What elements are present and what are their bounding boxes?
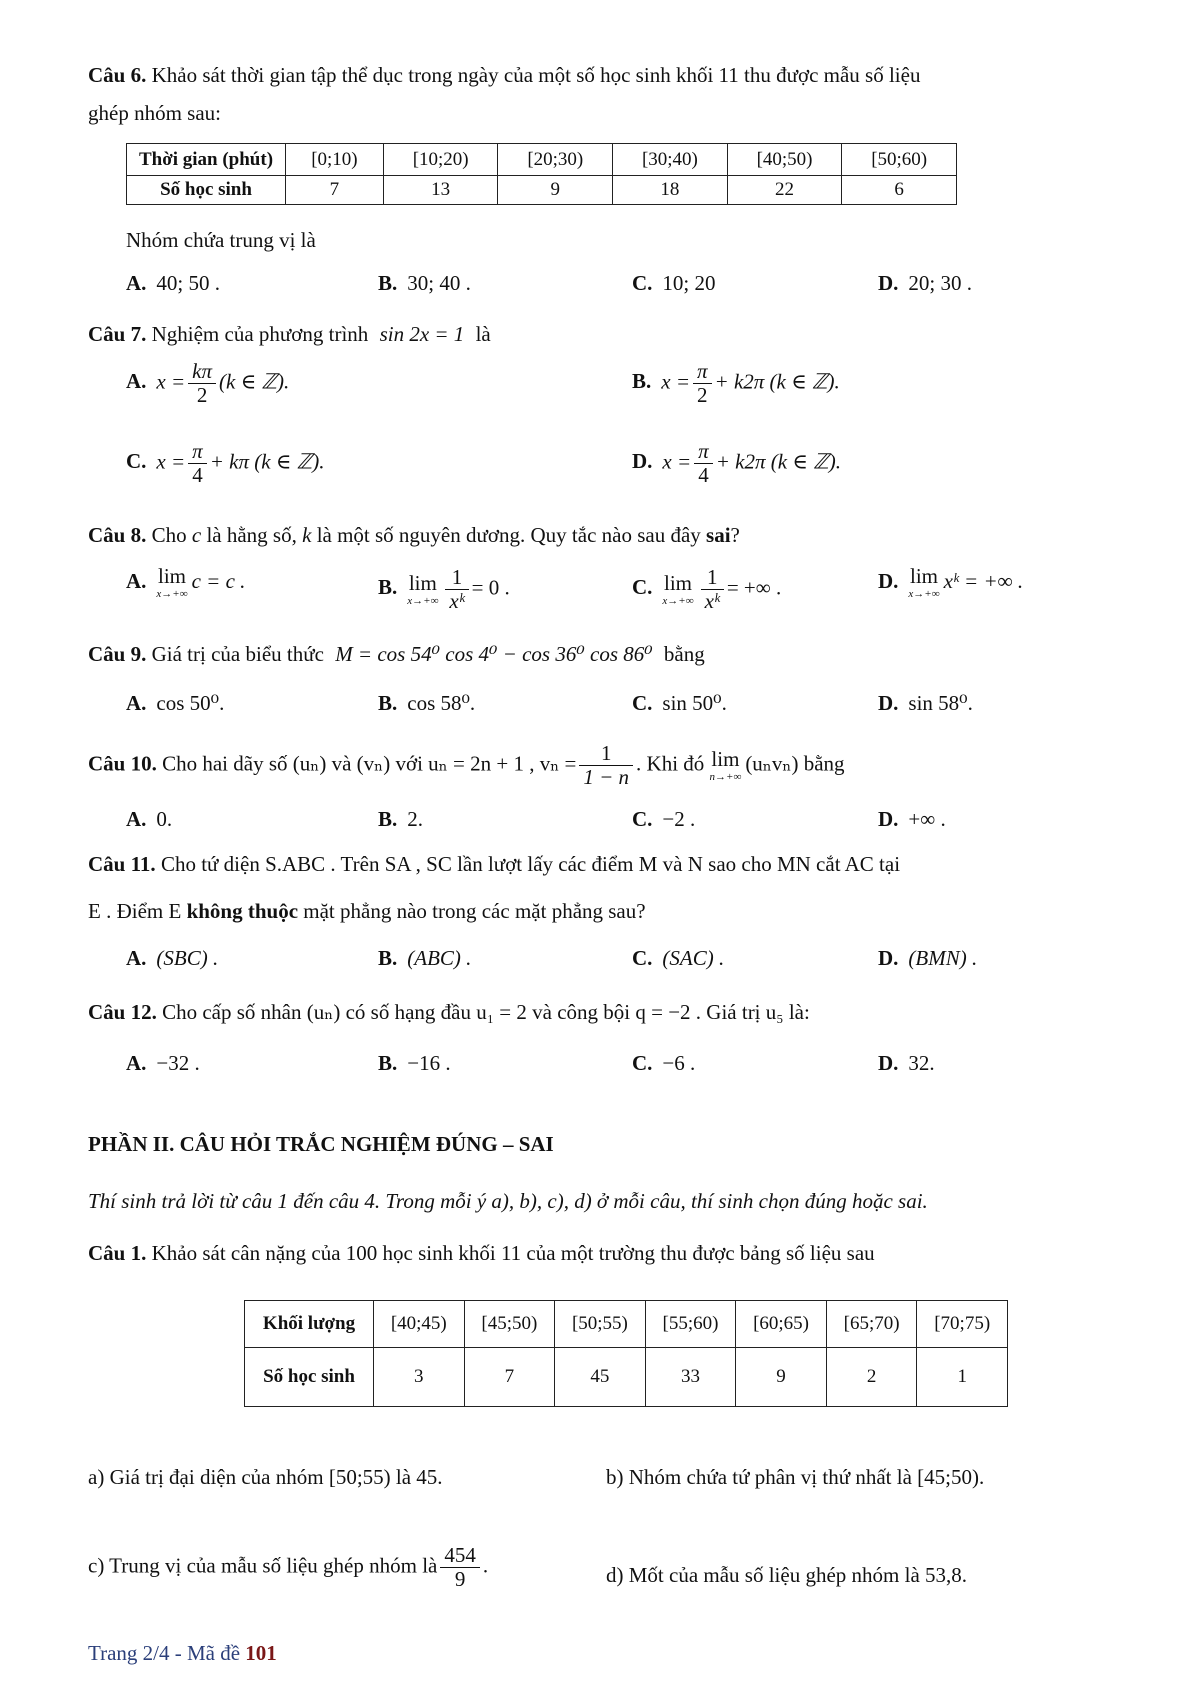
q7-stem: Câu 7. Nghiệm của phương trình sin 2x = 1 là: [88, 322, 491, 346]
table-cell: [65;70): [826, 1301, 917, 1348]
q6-label: Câu 6.: [88, 63, 147, 87]
option-d[interactable]: D. x = $\frac{\pi}{4}$ + k2π (k ∈ ℤ).: [632, 439, 841, 488]
q11-stem-line1: Câu 11. Cho tứ diện S.ABC . Trên SA , SC lần lượt lấy các điểm M và N sao cho MN cắt AC tại: [88, 852, 901, 876]
table-cell: 3: [374, 1348, 465, 1407]
option-a[interactable]: A. x = $\frac{k\pi}{2}$ (k ∈ ℤ).: [126, 359, 290, 408]
table-cell: 18: [613, 176, 728, 205]
option-d[interactable]: D. +∞ .: [878, 807, 946, 831]
table-row-header: Thời gian (phút): [127, 144, 286, 176]
table-cell: 7: [464, 1348, 555, 1407]
page-footer: Trang 2/4 - Mã đề 101: [88, 1641, 277, 1665]
statement-c[interactable]: c) Trung vị của mẫu số liệu ghép nhóm là $\frac{454}{9}$ .: [88, 1543, 489, 1592]
table-cell: [60;65): [736, 1301, 827, 1348]
statement-a[interactable]: a) Giá trị đại diện của nhóm [50;55) là 45.: [88, 1465, 443, 1489]
q7-options-row1: [126, 360, 1126, 420]
q11-options: [126, 945, 1126, 977]
option-d[interactable]: D. 32.: [878, 1051, 935, 1075]
option-c[interactable]: C. lim x→+∞ $\frac{1}{\text{xᵏ}}$ = +∞ .: [632, 565, 782, 614]
statement-b[interactable]: b) Nhóm chứa tứ phân vị thứ nhất là [45;50).: [606, 1465, 985, 1489]
table-cell: [50;60): [842, 144, 957, 176]
q6-options: [126, 270, 1126, 302]
table-cell: 2: [826, 1348, 917, 1407]
q12-stem: Câu 12. Cho cấp số nhân (uₙ) có số hạng đầu u₁ = 2 và công bội q = −2 . Giá trị u₅ là:: [88, 1000, 810, 1024]
table-cell: [40;50): [727, 144, 842, 176]
q9-stem: Câu 9. Giá trị của biểu thức M = cos 54⁰ cos 4⁰ − cos 36⁰ cos 86⁰ bằng: [88, 642, 705, 666]
q10-label: Câu 10.: [88, 751, 157, 776]
option-c[interactable]: C. x = $\frac{\pi}{4}$ + kπ (k ∈ ℤ).: [126, 439, 325, 488]
q9-label: Câu 9.: [88, 642, 147, 666]
option-c[interactable]: C. −6 .: [632, 1051, 696, 1075]
q6-stem-line2: ghép nhóm sau:: [88, 101, 221, 125]
option-c[interactable]: C. (SAC) .: [632, 946, 725, 970]
table-cell: 9: [498, 176, 613, 205]
option-d[interactable]: D. (BMN) .: [878, 946, 978, 970]
option-d[interactable]: D. 20; 30 .: [878, 271, 973, 295]
table-cell: [0;10): [286, 144, 384, 176]
option-a[interactable]: A. lim x→+∞ c = c .: [126, 564, 246, 600]
q8-label: Câu 8.: [88, 523, 147, 547]
table-cell: [30;40): [613, 144, 728, 176]
option-d[interactable]: D. sin 58⁰.: [878, 691, 973, 715]
option-a[interactable]: A. (SBC) .: [126, 946, 219, 970]
q11-stem-line2: E . Điểm E không thuộc mặt phẳng nào trong các mặt phẳng sau?: [88, 899, 646, 923]
table-cell: 6: [842, 176, 957, 205]
option-b[interactable]: B. −16 .: [378, 1051, 451, 1075]
table-row-header: Khối lượng: [245, 1301, 374, 1348]
q8-stem: Câu 8. Cho c là hằng số, k là một số nguyên dương. Quy tắc nào sau đây sai?: [88, 523, 740, 547]
table-row-header: Số học sinh: [127, 176, 286, 205]
option-a[interactable]: A. 0.: [126, 807, 173, 831]
q9-options: [126, 690, 1126, 722]
q6-stem-line1: Câu 6. Khảo sát thời gian tập thể dục trong ngày của một số học sinh khối 11 thu được mẫu số liệu: [88, 63, 921, 87]
table-cell: [70;75): [917, 1301, 1008, 1348]
part2-title: PHẦN II. CÂU HỎI TRẮC NGHIỆM ĐÚNG – SAI: [88, 1132, 554, 1156]
q12-options: [126, 1050, 1126, 1082]
option-c[interactable]: C. −2 .: [632, 807, 696, 831]
table-cell: 22: [727, 176, 842, 205]
table-cell: [45;50): [464, 1301, 555, 1348]
q12-label: Câu 12.: [88, 1000, 157, 1024]
option-a[interactable]: A. cos 50⁰.: [126, 691, 225, 715]
table-cell: [10;20): [383, 144, 498, 176]
p2q1-data-table: [244, 1300, 1008, 1407]
option-a[interactable]: A. 40; 50 .: [126, 271, 221, 295]
q10-stem: Câu 10. Cho hai dãy số (uₙ) và (vₙ) với uₙ = 2n + 1 , vₙ = $\frac{1}{1 - n}$ . Khi đó lim n→+∞ (uₙvₙ) bằng: [88, 741, 845, 790]
q8-options: [126, 566, 1166, 622]
p2q1-stem: Câu 1. Khảo sát cân nặng của 100 học sinh khối 11 của một trường thu được bảng số liệu sau: [88, 1241, 875, 1265]
table-cell: [40;45): [374, 1301, 465, 1348]
option-b[interactable]: B. (ABC) .: [378, 946, 472, 970]
table-cell: 33: [645, 1348, 736, 1407]
option-b[interactable]: B. lim x→+∞ $\frac{1}{\text{xᵏ}}$ = 0 .: [378, 565, 510, 614]
option-a[interactable]: A. −32 .: [126, 1051, 200, 1075]
option-b[interactable]: B. cos 58⁰.: [378, 691, 476, 715]
table-cell: 7: [286, 176, 384, 205]
table-cell: 13: [383, 176, 498, 205]
q6-prompt: Nhóm chứa trung vị là: [126, 228, 316, 252]
q11-label: Câu 11.: [88, 852, 156, 876]
table-cell: [55;60): [645, 1301, 736, 1348]
q6-data-table: [126, 143, 957, 205]
part2-instruction: Thí sinh trả lời từ câu 1 đến câu 4. Trong mỗi ý a), b), c), d) ở mỗi câu, thí sinh chọn đúng hoặc sai.: [88, 1189, 928, 1213]
q7-options-row2: [126, 440, 1126, 500]
table-cell: [20;30): [498, 144, 613, 176]
table-cell: 1: [917, 1348, 1008, 1407]
option-b[interactable]: B. 30; 40 .: [378, 271, 471, 295]
option-c[interactable]: C. 10; 20: [632, 271, 716, 295]
p2q1-label: Câu 1.: [88, 1241, 147, 1265]
statement-d[interactable]: d) Mốt của mẫu số liệu ghép nhóm là 53,8.: [606, 1563, 968, 1587]
q10-options: [126, 806, 1126, 838]
option-b[interactable]: B. 2.: [378, 807, 424, 831]
table-row-header: Số học sinh: [245, 1348, 374, 1407]
table-cell: 9: [736, 1348, 827, 1407]
option-d[interactable]: D. lim x→+∞ xᵏ = +∞ .: [878, 564, 1024, 600]
option-b[interactable]: B. x = $\frac{\pi}{2}$ + k2π (k ∈ ℤ).: [632, 359, 840, 408]
table-cell: [50;55): [555, 1301, 646, 1348]
q7-label: Câu 7.: [88, 322, 147, 346]
option-c[interactable]: C. sin 50⁰.: [632, 691, 727, 715]
table-cell: 45: [555, 1348, 646, 1407]
